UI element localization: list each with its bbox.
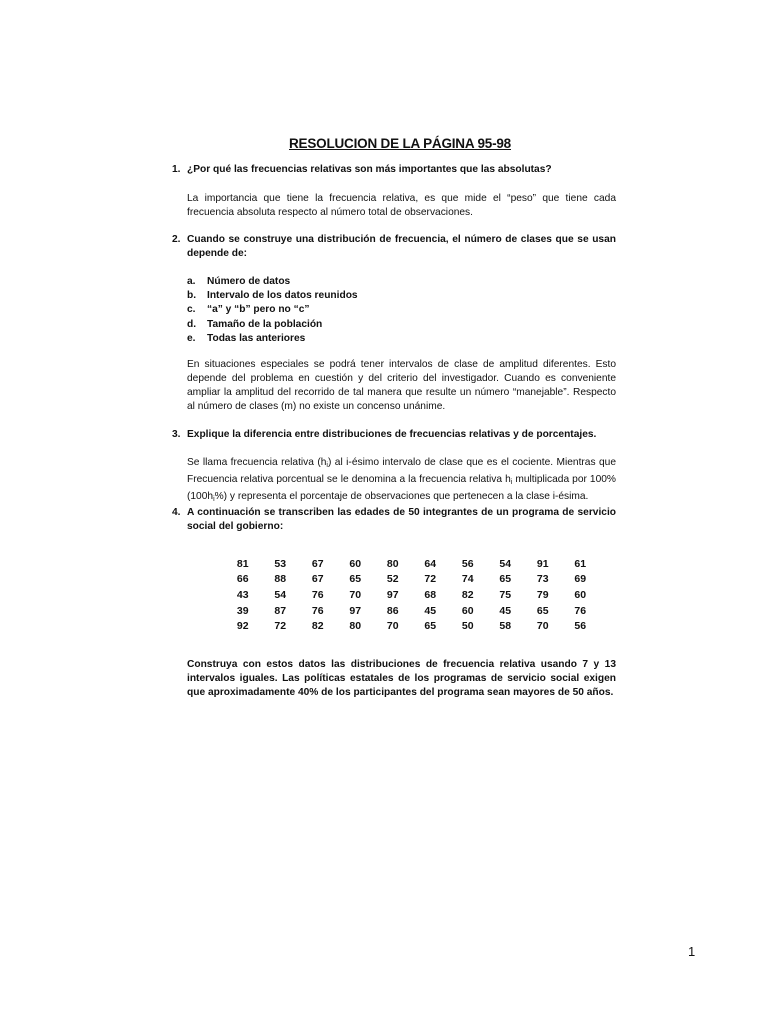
option-letter: e. <box>187 332 196 344</box>
table-cell: 58 <box>499 620 512 633</box>
question-text: A continuación se transcriben las edades de 50 integrantes de un programa de servicio social del gobierno: <box>187 507 616 532</box>
page-title: RESOLUCION DE LA PÁGINA 95-98 <box>289 136 511 151</box>
table-cell: 45 <box>499 604 512 617</box>
table-row <box>224 618 599 634</box>
table-cell: 65 <box>349 573 362 586</box>
option-item <box>187 289 487 303</box>
question-text: Cuando se construye una distribución de frecuencia, el número de clases que se usan depende de: <box>187 234 616 259</box>
option-text: Tamaño de la población <box>207 318 323 330</box>
table-cell: 86 <box>386 604 399 617</box>
option-item <box>187 318 487 332</box>
table-cell: 76 <box>311 588 324 601</box>
table-row <box>224 587 599 603</box>
table-cell: 39 <box>236 604 249 617</box>
answer-3 <box>187 456 616 507</box>
table-cell: 60 <box>349 557 362 570</box>
table-cell: 80 <box>349 620 362 633</box>
table-cell: 91 <box>536 557 549 570</box>
question-4 <box>172 506 616 534</box>
table-cell: 72 <box>424 573 437 586</box>
table-cell: 66 <box>236 573 249 586</box>
question-number: 3. <box>172 429 181 440</box>
table-cell: 56 <box>461 557 474 570</box>
answer-text-part: %) y representa el porcentaje de observaciones que pertenecen a la clase i-ésima. <box>214 491 589 502</box>
table-cell: 87 <box>274 604 287 617</box>
table-cell: 92 <box>236 620 249 633</box>
option-letter: b. <box>187 290 197 302</box>
option-text: Número de datos <box>207 276 291 287</box>
table-cell: 88 <box>274 573 287 586</box>
table-row <box>224 556 599 572</box>
answer-text-part: Se llama frecuencia relativa (h <box>187 457 327 468</box>
table-cell: 70 <box>349 588 362 601</box>
answer-1: La importancia que tiene la frecuencia relativa, es que mide el “peso” que tiene cada frecuencia absoluta respecto al número total de observaciones. <box>187 193 616 218</box>
table-cell: 67 <box>311 557 324 570</box>
table-cell: 68 <box>424 588 437 601</box>
question-number: 1. <box>172 164 181 175</box>
table-cell: 79 <box>536 588 549 601</box>
answer-text-part: multiplicada por 100% (100h <box>187 474 616 502</box>
page-number: 1 <box>688 944 696 959</box>
table-cell: 69 <box>574 573 587 586</box>
option-letter: d. <box>187 318 197 330</box>
table-cell: 75 <box>499 588 512 601</box>
table-cell: 60 <box>461 604 474 617</box>
option-item <box>187 303 487 317</box>
question-number: 2. <box>172 234 181 245</box>
table-cell: 52 <box>386 573 399 586</box>
question-text: Explique la diferencia entre distribuciones de frecuencias relativas y de porcentajes. <box>187 429 597 440</box>
option-text: Intervalo de los datos reunidos <box>207 290 358 302</box>
question-text: ¿Por qué las frecuencias relativas son más importantes que las absolutas? <box>187 164 552 175</box>
question-number: 4. <box>172 507 181 518</box>
table-cell: 65 <box>424 620 437 633</box>
table-cell: 72 <box>274 620 287 633</box>
table-cell: 50 <box>461 620 474 633</box>
table-cell: 97 <box>386 588 399 601</box>
options-list <box>187 275 487 346</box>
table-cell: 43 <box>236 588 249 601</box>
table-cell: 65 <box>499 573 512 586</box>
table-cell: 54 <box>274 588 287 601</box>
option-item <box>187 332 487 346</box>
table-cell: 64 <box>424 557 437 570</box>
table-cell: 53 <box>274 557 287 570</box>
option-letter: a. <box>187 276 196 287</box>
table-cell: 76 <box>311 604 324 617</box>
subscript: i <box>510 479 513 486</box>
table-cell: 54 <box>499 557 512 570</box>
option-text: “a” y “b” pero no “c” <box>207 304 310 316</box>
table-cell: 82 <box>461 588 474 601</box>
ages-table <box>224 556 599 634</box>
instruction-text: Construya con estos datos las distribuciones de frecuencia relativa usando 7 y 13 intervalos iguales. Las políticas estatales de los programas de servicio social exigen que aproximadamente 40% de los participantes del programa sean mayores de 50 años. <box>187 659 616 698</box>
table-cell: 81 <box>236 557 249 570</box>
table-cell: 70 <box>536 620 549 633</box>
table-cell: 74 <box>461 573 474 586</box>
answer-text-part: ) al i-ésimo intervalo de clase que es el cociente. Mientras que Frecuencia relativa porcentual se le denomina a la frecuencia relativa h <box>187 457 616 485</box>
table-cell: 80 <box>386 557 399 570</box>
table-row <box>224 572 599 588</box>
table-cell: 60 <box>574 588 587 601</box>
table-cell: 70 <box>386 620 399 633</box>
table-cell: 45 <box>424 604 437 617</box>
table-cell: 97 <box>349 604 362 617</box>
answer-2: En situaciones especiales se podrá tener intervalos de clase de amplitud diferentes. Esto depende del problema en cuestión y del criterio del investigador. Cuando es conveniente ampliar la amplitud del recorrido de tal manera que resulte un número “manejable”. Respecto al número de clases (m) no existe un concenso unánime. <box>187 359 616 412</box>
ages-table-body <box>224 556 599 634</box>
table-cell: 61 <box>574 557 587 570</box>
option-letter: c. <box>187 304 196 316</box>
table-cell: 76 <box>574 604 587 617</box>
table-cell: 73 <box>536 573 549 586</box>
option-text: Todas las anteriores <box>207 332 306 344</box>
subscript: i <box>213 496 215 503</box>
option-item <box>187 275 487 289</box>
table-cell: 67 <box>311 573 324 586</box>
question-1 <box>172 163 616 177</box>
table-cell: 56 <box>574 620 587 633</box>
table-row <box>224 603 599 619</box>
table-cell: 82 <box>311 620 324 633</box>
question-3 <box>172 428 616 442</box>
question-2 <box>172 233 616 261</box>
subscript: i <box>326 462 328 469</box>
table-cell: 65 <box>536 604 549 617</box>
